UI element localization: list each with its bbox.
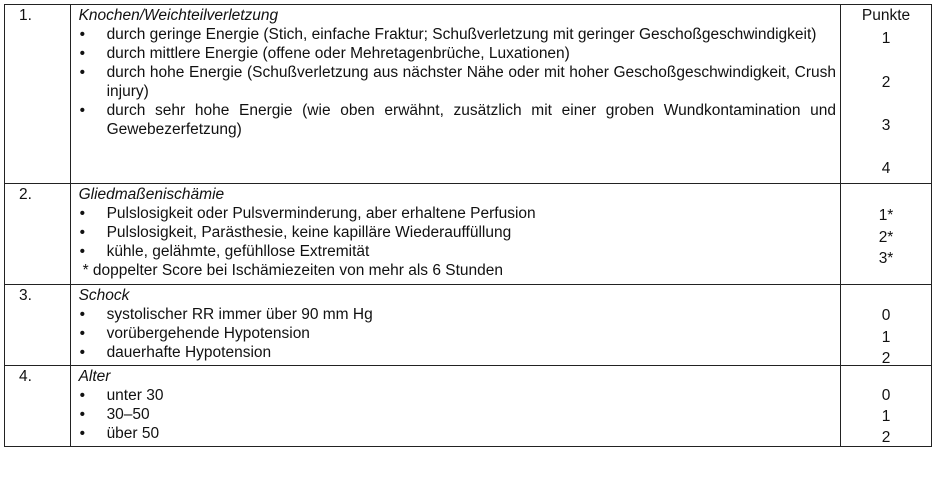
bullet-icon: • [79,344,85,361]
points-value: 1 [881,408,891,425]
list-item [79,405,840,424]
item-text: vorübergehende Hypotension [106,325,310,342]
item-text: unter 30 [106,387,164,404]
points-value: 4 [881,160,891,177]
points-value: 2 [881,74,891,91]
list-item [79,305,840,324]
section-title: Alter [78,368,111,385]
section-number: 1. [5,5,71,184]
bullet-icon: • [79,243,85,260]
section-row-1 [5,5,932,184]
list-item [79,386,840,405]
points-value: 3* [878,250,894,267]
list-item [79,343,840,362]
bullet-icon: • [79,306,85,323]
section-content [70,5,840,184]
points-value: 1* [878,207,894,224]
section-title: Knochen/Weichteilverletzung [78,7,279,24]
bullet-icon: • [79,406,85,423]
item-text: kühle, gelähmte, gefühllose Extremität [106,243,370,260]
section-row-3 [5,285,932,366]
bullet-icon: • [79,205,85,222]
item-text: 30–50 [106,406,150,423]
points-value: 1 [881,329,891,346]
points-value: 0 [881,387,891,404]
list-item [79,44,840,63]
bullet-icon: • [79,325,85,342]
item-text: Pulslosigkeit oder Pulsverminderung, aber erhaltene Perfusion [106,205,536,222]
list-item [79,204,840,223]
points-cell [841,5,932,184]
item-text: durch sehr hohe Energie (wie oben erwähnt, zusätzlich mit einer groben Wundkontamination und Gewebezerfetzung) [106,102,837,138]
list-item [79,242,840,261]
points-value: 3 [881,117,891,134]
section-number: 3. [5,285,71,366]
bullet-icon: • [79,425,85,442]
section-number: 4. [5,366,71,447]
list-item [79,424,840,443]
item-text: über 50 [106,425,160,442]
item-text: durch geringe Energie (Stich, einfache Fraktur; Schußverletzung mit geringer Geschoßgeschwindigkeit) [106,26,817,43]
section-number: 2. [5,184,71,285]
bullet-icon: • [79,102,85,119]
points-cell [841,366,932,447]
section-row-4 [5,366,932,447]
list-item [79,324,840,343]
score-table [4,4,932,447]
points-value: 0 [881,307,891,324]
list-item [79,223,840,242]
section-title: Gliedmaßenischämie [78,186,225,203]
list-item [79,25,840,44]
list-item [79,101,840,139]
item-text: Pulslosigkeit, Parästhesie, keine kapilläre Wiederauffüllung [106,224,512,241]
item-text: durch hohe Energie (Schußverletzung aus nächster Nähe oder mit hoher Geschoßgeschwindigkeit, Crush injury) [106,64,837,100]
bullet-icon: • [79,387,85,404]
section-title: Schock [78,287,130,304]
bullet-icon: • [79,45,85,62]
section-content [70,285,840,366]
points-cell [841,285,932,366]
points-value: 1 [881,30,891,47]
bullet-icon: • [79,224,85,241]
section-content [70,184,840,285]
bullet-icon: • [79,64,85,81]
footnote: * doppelter Score bei Ischämiezeiten von mehr als 6 Stunden [82,262,504,279]
section-content [70,366,840,447]
points-value: 2* [878,229,894,246]
section-row-2 [5,184,932,285]
item-text: dauerhafte Hypotension [106,344,272,361]
points-header: Punkte [861,7,911,24]
item-text: durch mittlere Energie (offene oder Mehretagenbrüche, Luxationen) [106,45,570,62]
points-cell [841,184,932,285]
list-item [79,63,840,101]
points-value: 2 [881,350,891,367]
item-text: systolischer RR immer über 90 mm Hg [106,306,373,323]
points-value: 2 [881,429,891,446]
bullet-icon: • [79,26,85,43]
